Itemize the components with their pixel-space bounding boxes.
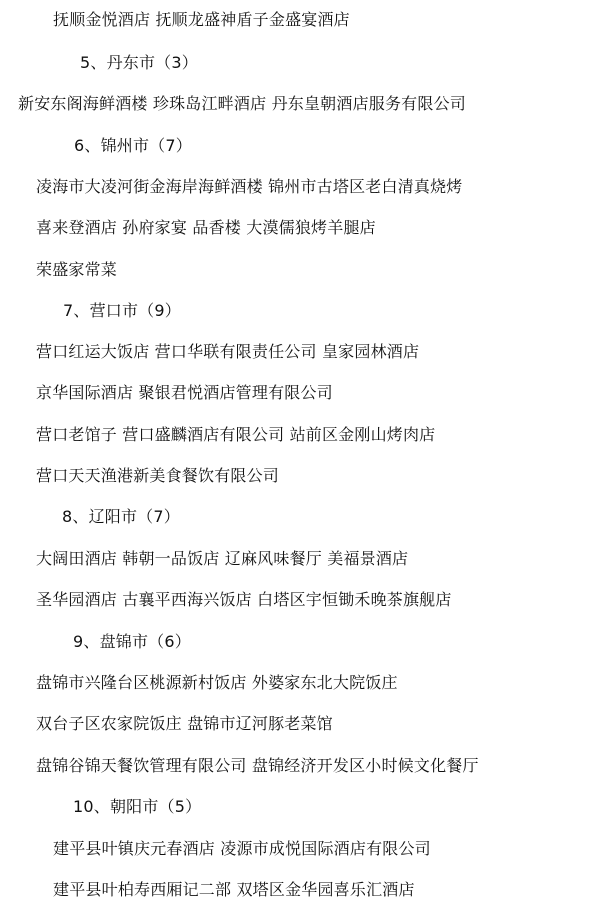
restaurant-list-line: 新安东阁海鲜酒楼 珍珠岛江畔酒店 丹东皇朝酒店服务有限公司 [18, 94, 466, 113]
city-heading: 5、丹东市（3） [80, 53, 198, 72]
city-heading: 7、营口市（9） [63, 301, 181, 320]
restaurant-list-line: 营口红运大饭店 营口华联有限责任公司 皇家园林酒店 [36, 342, 420, 361]
restaurant-list-line: 营口老馆子 营口盛麟酒店有限公司 站前区金刚山烤肉店 [36, 425, 436, 444]
city-heading: 8、辽阳市（7） [62, 507, 180, 526]
city-heading: 9、盘锦市（6） [73, 632, 191, 651]
restaurant-list-line: 大阔田酒店 韩朝一品饭店 辽麻风味餐厅 美福景酒店 [36, 549, 409, 568]
restaurant-list-line: 荣盛家常菜 [36, 260, 118, 279]
restaurant-list-line: 京华国际酒店 聚银君悦酒店管理有限公司 [36, 383, 333, 402]
restaurant-list-line: 凌海市大凌河街金海岸海鲜酒楼 锦州市古塔区老白清真烧烤 [36, 177, 463, 196]
restaurant-list-line: 盘锦谷锦天餐饮管理有限公司 盘锦经济开发区小时候文化餐厅 [36, 756, 479, 775]
restaurant-list-line: 抚顺金悦酒店 抚顺龙盛神盾子金盛宴酒店 [53, 10, 350, 29]
restaurant-list-line: 盘锦市兴隆台区桃源新村饭店 外婆家东北大院饭庄 [36, 673, 398, 692]
city-heading: 10、朝阳市（5） [73, 797, 202, 816]
restaurant-list-line: 建平县叶镇庆元春酒店 凌源市成悦国际酒店有限公司 [53, 839, 431, 858]
restaurant-list-line: 圣华园酒店 古襄平西海兴饭店 白塔区宇恒锄禾晚茶旗舰店 [36, 590, 452, 609]
restaurant-list-line: 喜来登酒店 孙府家宴 品香楼 大漠儒狼烤羊腿店 [36, 218, 376, 237]
restaurant-list-line: 双台子区农家院饭庄 盘锦市辽河豚老菜馆 [36, 714, 333, 733]
restaurant-list-line: 营口天天渔港新美食餐饮有限公司 [36, 466, 280, 485]
city-heading: 6、锦州市（7） [74, 136, 192, 155]
restaurant-list-line: 建平县叶柏寿西厢记二部 双塔区金华园喜乐汇酒店 [53, 880, 415, 899]
